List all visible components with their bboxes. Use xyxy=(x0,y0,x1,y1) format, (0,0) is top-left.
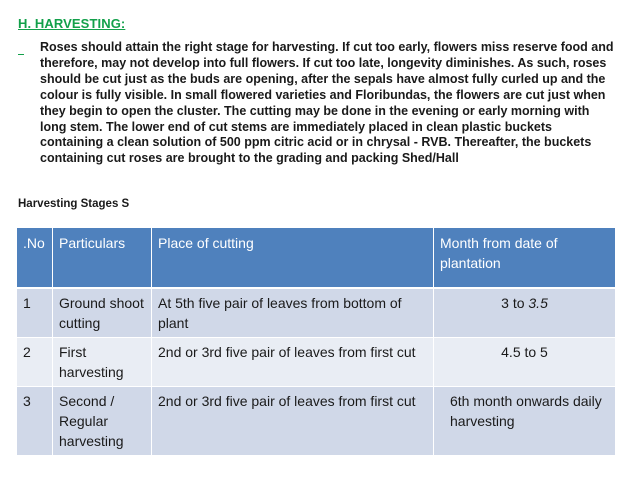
bullet-marker xyxy=(18,54,24,55)
cell-no: 3 xyxy=(17,386,53,455)
section-heading: H. HARVESTING: xyxy=(18,16,126,31)
cell-particulars: Second / Regular harvesting xyxy=(53,386,152,455)
cell-month: 6th month onwards daily harvesting xyxy=(434,386,616,455)
header-no: .No xyxy=(17,228,53,288)
cell-place: 2nd or 3rd five pair of leaves from first cut xyxy=(152,386,434,455)
header-particulars: Particulars xyxy=(53,228,152,288)
cell-month xyxy=(434,288,616,338)
cell-no: 2 xyxy=(17,337,53,386)
table-row xyxy=(17,337,616,386)
table-row xyxy=(17,288,616,338)
harvesting-paragraph: Roses should attain the right stage for harvesting. If cut too early, flowers miss reserve food and therefore, may not develop into full flowers. If cut too late, longevity diminishes. As such, roses should be cut just as the buds are opening, after the sepals have almost fully curled up and the colour is fully visible. In small flowered varieties and Floribundas, the flowers are cut just when they begin to open the cluster. The cutting may be done in the evening or early morning with long stem. The lower end of cut stems are immediately placed in clean plastic buckets containing a clean solution of 500 ppm citric acid or in chrysal - RVB. Thereafter, the buckets containing cut roses are brought to the grading and packing Shed/Hall xyxy=(40,40,614,166)
header-month: Month from date of plantation xyxy=(434,228,616,288)
cell-place: 2nd or 3rd five pair of leaves from first cut xyxy=(152,337,434,386)
cell-month: 4.5 to 5 xyxy=(434,337,616,386)
cell-particulars: First harvesting xyxy=(53,337,152,386)
cell-place: At 5th five pair of leaves from bottom of plant xyxy=(152,288,434,338)
table-caption: Harvesting Stages S xyxy=(18,198,130,210)
harvesting-stages-table xyxy=(16,227,616,456)
table-row xyxy=(17,386,616,455)
table-header-row xyxy=(17,228,616,288)
header-place-of-cutting: Place of cutting xyxy=(152,228,434,288)
cell-no: 1 xyxy=(17,288,53,338)
month-value-start: 3 to xyxy=(501,294,529,311)
month-value-end: 3.5 xyxy=(528,294,548,311)
cell-particulars: Ground shoot cutting xyxy=(53,288,152,338)
